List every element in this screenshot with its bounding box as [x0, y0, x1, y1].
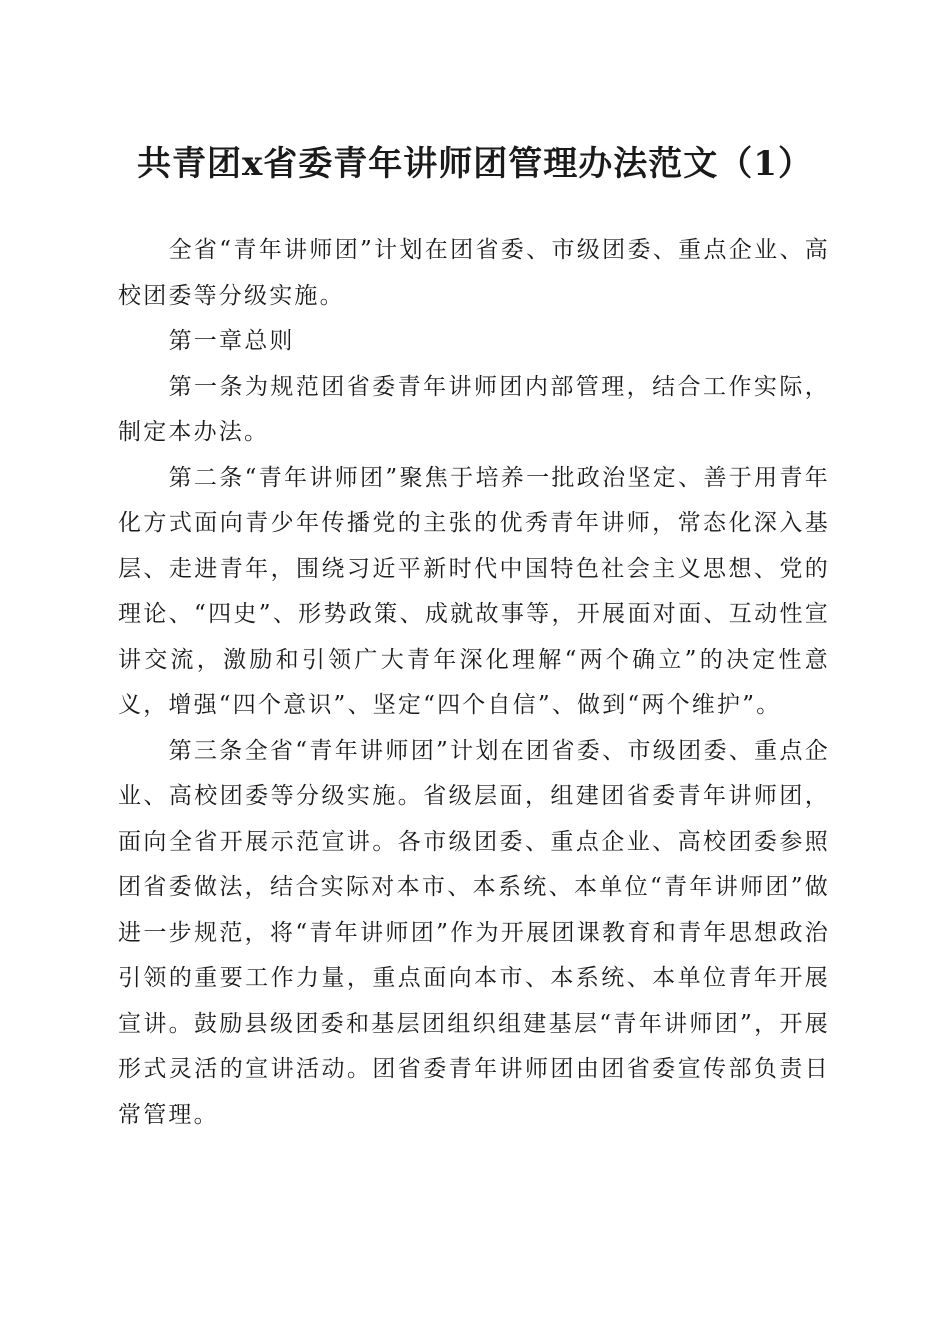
chapter-heading: 第一章总则 — [168, 328, 295, 354]
document-title: 共青团x省委青年讲师团管理办法范文（1） — [137, 144, 813, 184]
article-2: 第二条“青年讲师团”聚焦于培养一批政治坚定、善于用青年化方式面向青少年传播党的主张的优秀青年讲师，常态化深入基层、走进青年，围绕习近平新时代中国特色社会主义思想、党的理论、“四史”、形势政策、成就故事等，开展面对面、互动性宣讲交流，激励和引领广大青年深化理解“两个确立”的决定性意义，增强“四个意识”、坚定“四个自信”、做到“两个维护”。 — [118, 464, 830, 718]
article-1: 第一条为规范团省委青年讲师团内部管理，结合工作实际，制定本办法。 — [118, 373, 830, 445]
document-body — [118, 228, 830, 1138]
paragraph-intro: 全省“青年讲师团”计划在团省委、市级团委、重点企业、高校团委等分级实施。 — [118, 237, 830, 309]
article-3: 第三条全省“青年讲师团”计划在团省委、市级团委、重点企业、高校团委等分级实施。省级层面，组建团省委青年讲师团，面向全省开展示范宣讲。各市级团委、重点企业、高校团委参照团省委做法，结合实际对本市、本系统、本单位“青年讲师团”做进一步规范，将“青年讲师团”作为开展团课教育和青年思想政治引领的重要工作力量，重点面向本市、本系统、本单位青年开展宣讲。鼓励县级团委和基层团组织组建基层“青年讲师团”，开展形式灵活的宣讲活动。团省委青年讲师团由团省委宣传部负责日常管理。 — [118, 737, 830, 1128]
